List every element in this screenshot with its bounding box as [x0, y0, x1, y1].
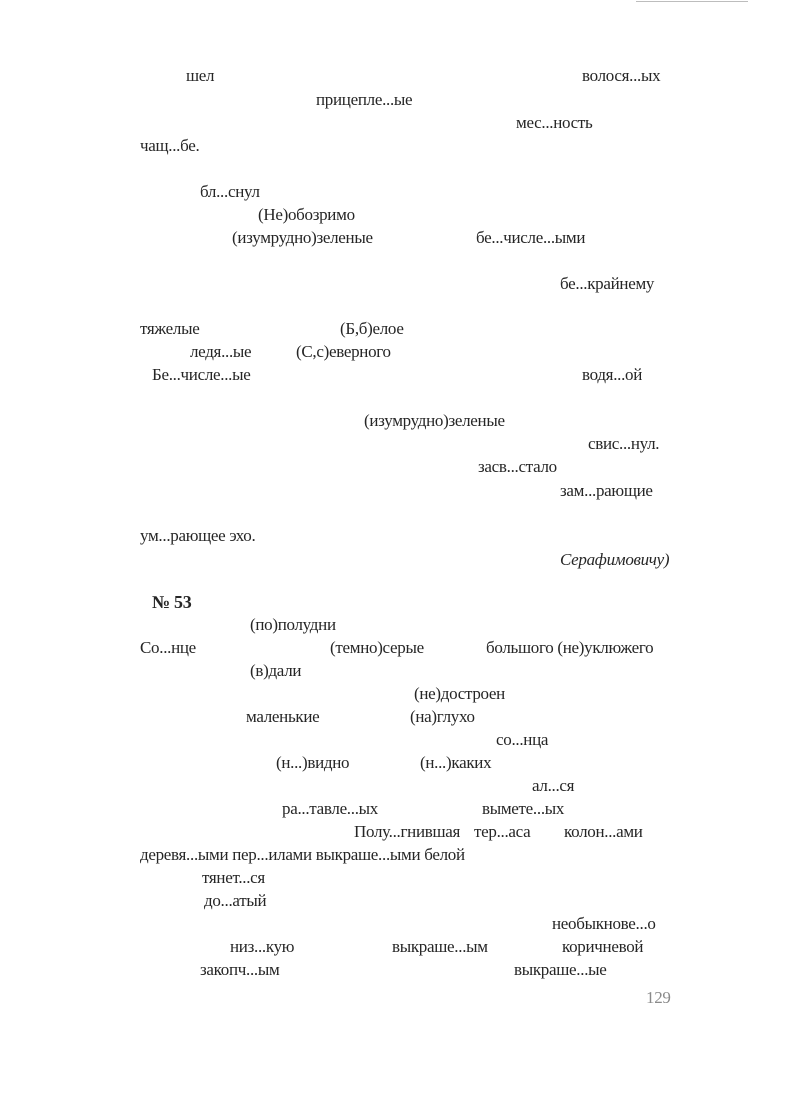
- word: выкраше...ые: [514, 960, 607, 979]
- word: (С,с)еверного: [296, 342, 391, 361]
- word: закопч...ым: [200, 960, 280, 979]
- word: (в)дали: [250, 661, 302, 680]
- word: (не)достроен: [414, 684, 505, 703]
- word: Со...нце: [140, 638, 196, 657]
- word: (на)глухо: [410, 707, 475, 726]
- page-number: 129: [646, 988, 671, 1007]
- word: засв...стало: [478, 457, 557, 476]
- word: выкраше...ым: [392, 937, 488, 956]
- word: колон...ами: [564, 822, 643, 841]
- source-reference: Серафимовичу): [560, 550, 670, 569]
- word: бе...числе...ыми: [476, 228, 586, 247]
- word: (н...)видно: [276, 753, 350, 772]
- word: (темно)серые: [330, 638, 424, 657]
- word: до...атый: [204, 891, 267, 910]
- word: прицепле...ые: [316, 90, 413, 109]
- word: ледя...ые: [190, 342, 252, 361]
- word: необыкнове...о: [552, 914, 656, 933]
- word: волося...ых: [582, 66, 661, 85]
- page-edge-line: [636, 1, 748, 2]
- word: со...нца: [496, 730, 549, 749]
- exercise-number: № 53: [152, 592, 192, 612]
- word: (изумрудно)зеленые: [232, 228, 373, 247]
- word: Полу...гнившая: [354, 822, 461, 841]
- word: ал...ся: [532, 776, 575, 795]
- word: коричневой: [562, 937, 644, 956]
- word: тянет...ся: [202, 868, 265, 887]
- word: зам...рающие: [560, 481, 653, 500]
- word: низ...кую: [230, 937, 295, 956]
- word: бл...снул: [200, 182, 260, 201]
- word: (изумрудно)зеленые: [364, 411, 505, 430]
- word: (н...)каких: [420, 753, 492, 772]
- word: (Б,б)елое: [340, 319, 404, 338]
- word: деревя...ыми пер...илами выкраше...ыми белой: [140, 845, 465, 864]
- word: (Не)обозримо: [258, 205, 355, 224]
- word: ум...рающее эхо.: [140, 526, 256, 545]
- word: водя...ой: [582, 365, 643, 384]
- word: чащ...бе.: [140, 136, 200, 155]
- word: (по)полудни: [250, 615, 336, 634]
- word: мес...ность: [516, 113, 593, 132]
- word: вымете...ых: [482, 799, 565, 818]
- word: большого (не)уклюжего: [486, 638, 654, 657]
- word: тер...аса: [474, 822, 531, 841]
- word: свис...нул.: [588, 434, 660, 453]
- word: ра...тавле...ых: [282, 799, 378, 818]
- word: Бе...числе...ые: [152, 365, 251, 384]
- word: маленькие: [246, 707, 320, 726]
- word: тяжелые: [140, 319, 200, 338]
- word: бе...крайнему: [560, 274, 655, 293]
- word: шел: [186, 66, 215, 85]
